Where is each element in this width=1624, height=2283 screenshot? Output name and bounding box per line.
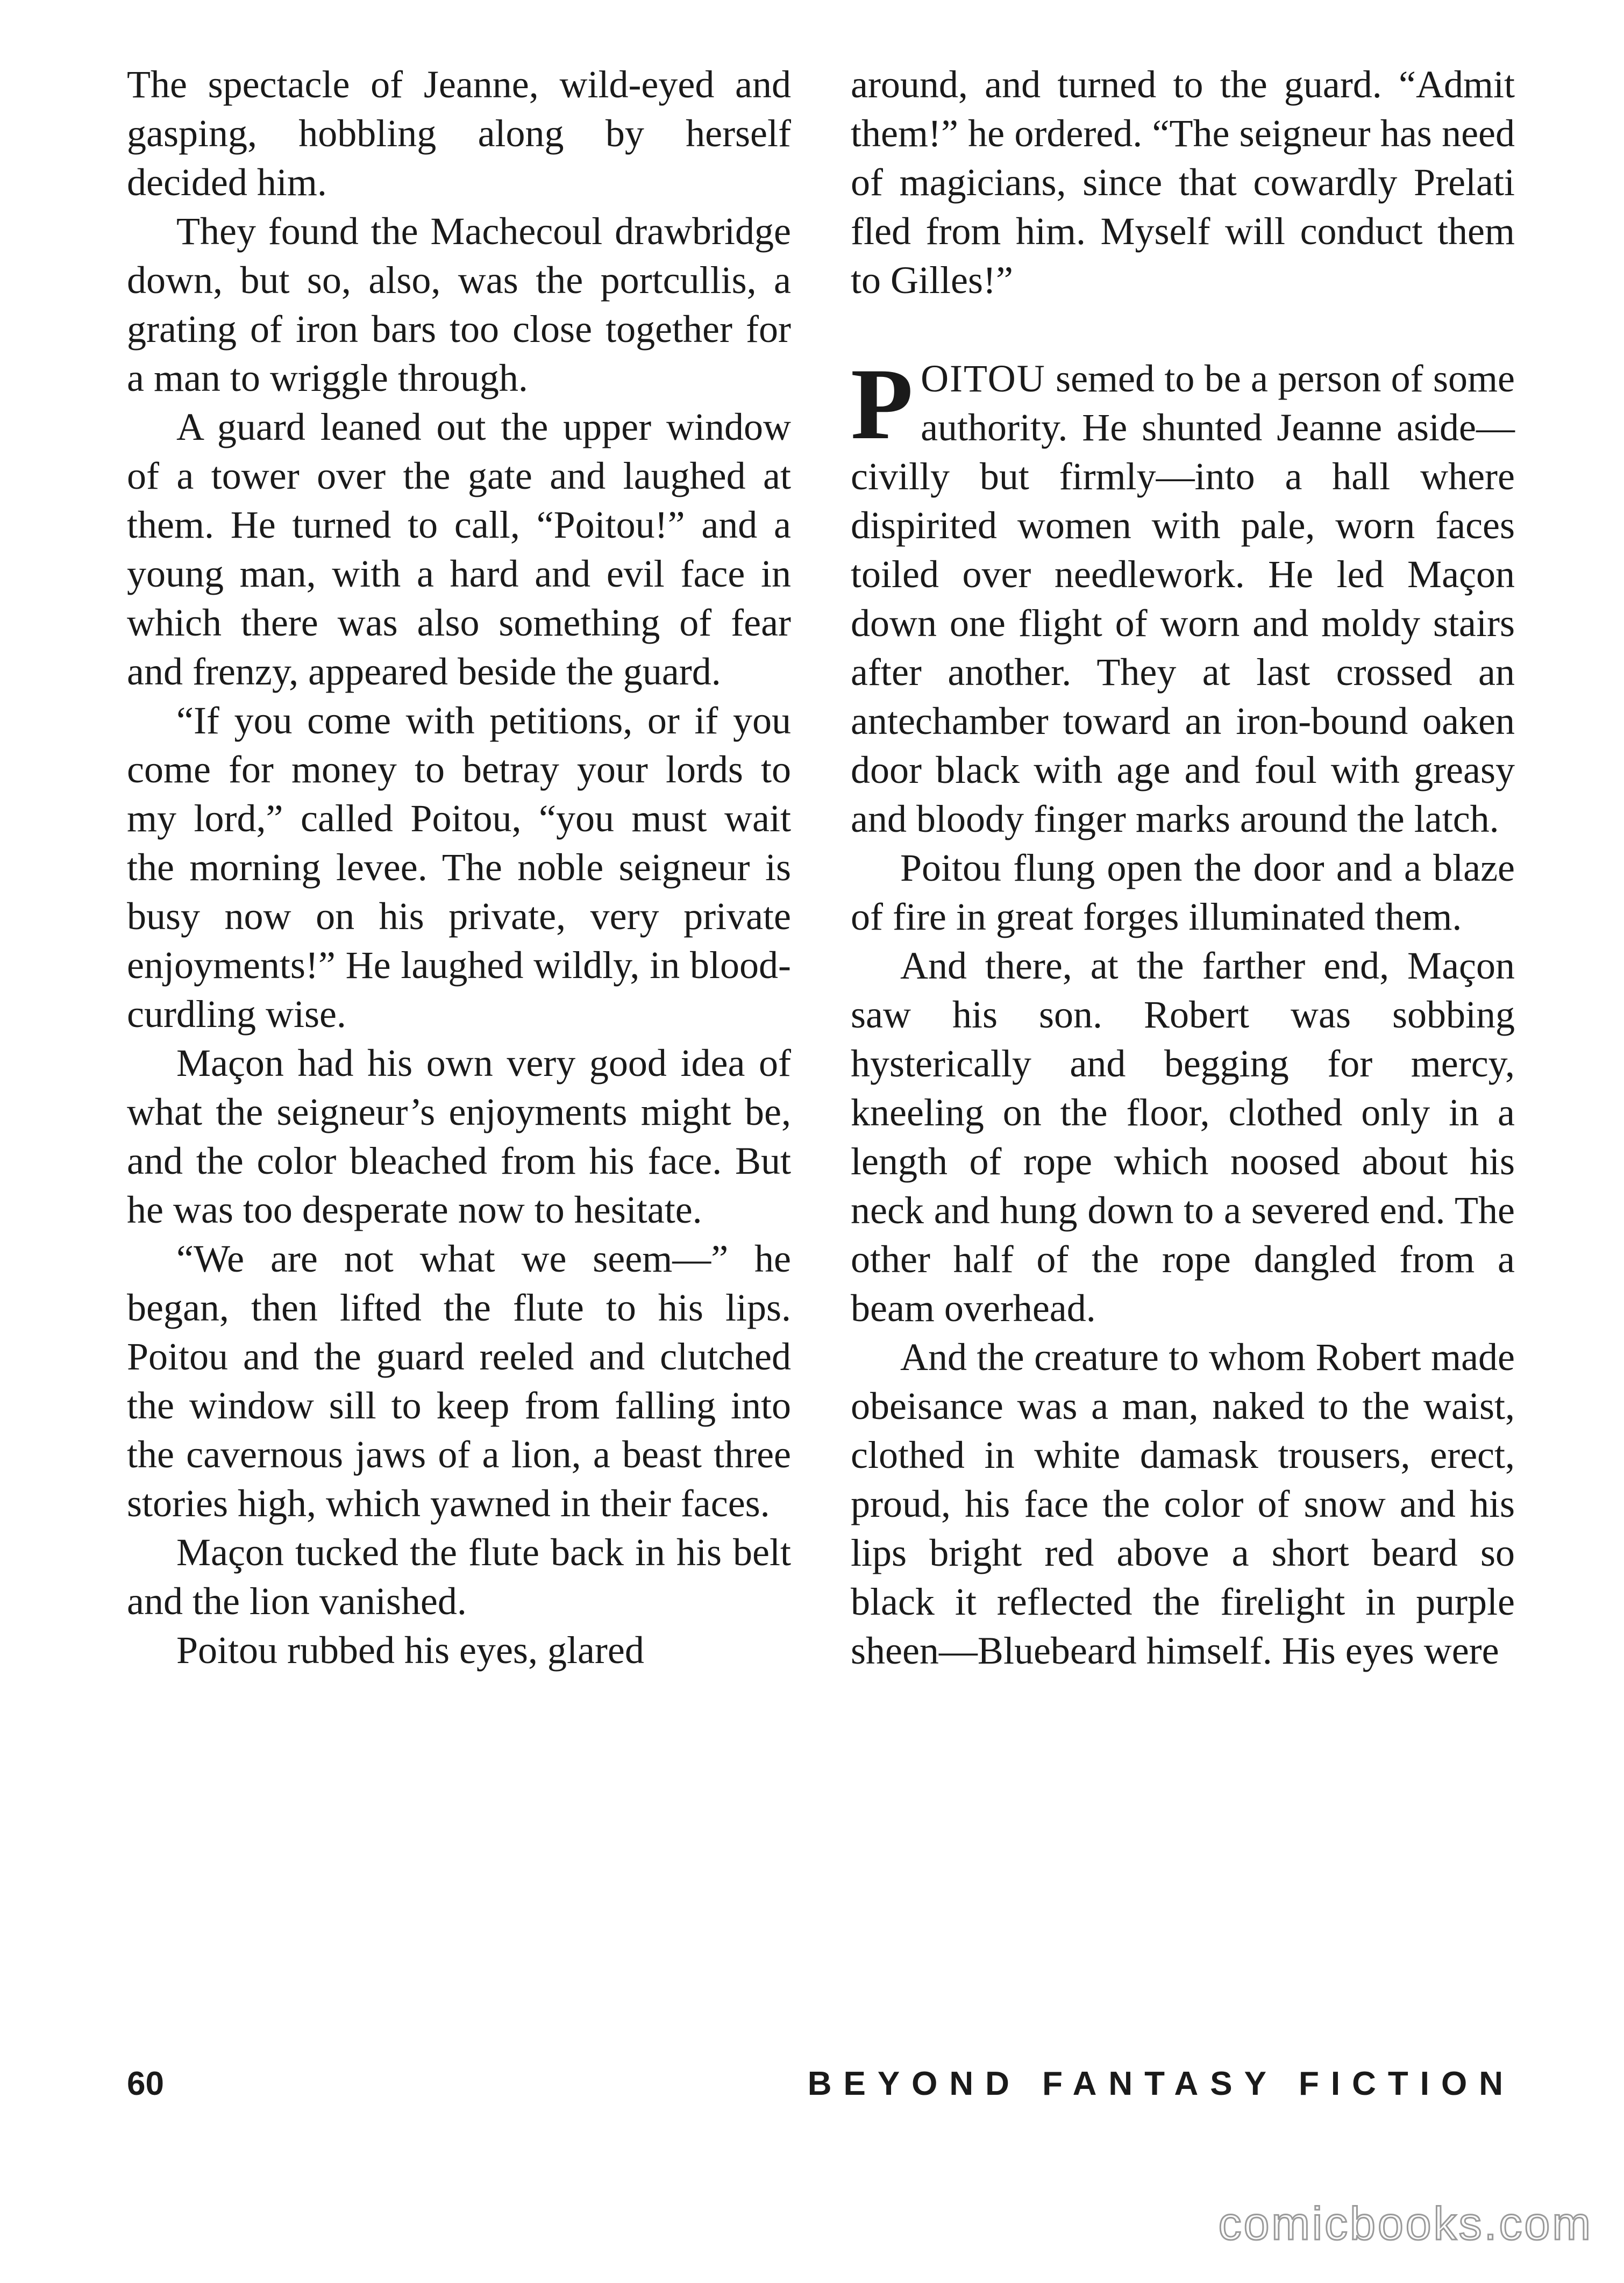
left-column <box>127 60 791 1675</box>
lead-in-caps: OITOU <box>921 357 1046 400</box>
paragraph: A guard leaned out the upper window of a tower over the gate and laughed at them. He turned to call, “Poitou!” and a young man, with a hard and evil face in which there was also something of fear and frenzy, appeared beside the guard. <box>127 405 791 693</box>
paragraph: “We are not what we seem—” he began, then lifted the flute to his lips. Poitou and the guard reeled and clutched the window sill to keep from falling into the cavernous jaws of a lion, a beast three stories high, which yawned in their faces. <box>127 1237 791 1525</box>
paragraph: Maçon tucked the flute back in his belt and the lion vanished. <box>127 1531 791 1623</box>
section-opening-paragraph <box>851 348 1515 844</box>
paragraph: Maçon had his own very good idea of what the seigneur’s enjoyments might be, and the color bleached from his face. But he was too desperate now to hesitate. <box>127 1041 791 1231</box>
paragraph: And the creature to whom Robert made obeisance was a man, naked to the waist, clothed in white damask trousers, erect, proud, his face the color of snow and his lips bright red above a short beard so black it reflected the firelight in purple sheen—Bluebeard himself. His eyes were <box>851 1336 1515 1672</box>
paragraph: And there, at the farther end, Maçon saw his son. Robert was sobbing hysterically and begging for mercy, kneeling on the floor, clothed only in a length of rope which noosed about his neck and hung down to a severed end. The other half of the rope dangled from a beam overhead. <box>851 944 1515 1330</box>
paragraph: They found the Machecoul drawbridge down, but so, also, was the portcullis, a grating of iron bars too close together for a man to wriggle through. <box>127 210 791 399</box>
drop-cap: P <box>851 348 914 461</box>
paragraph: The spectacle of Jeanne, wild-eyed and gasping, hobbling along by herself decided him. <box>127 63 791 204</box>
paragraph: Poitou flung open the door and a blaze of fire in great forges illuminated them. <box>851 846 1515 938</box>
running-title: BEYOND FANTASY FICTION <box>807 2065 1515 2102</box>
paragraph: Poitou rubbed his eyes, glared <box>176 1629 644 1672</box>
page-footer <box>127 2065 1515 2108</box>
lead-in-text: semed to be a person of some authority. He shunted Jeanne aside—civilly but firmly—into a hall where dispirited women with pale, worn faces toiled over needlework. He led Maçon down one flight of worn and moldy stairs after another. They at last crossed an antechamber toward an iron-bound oaken door black with age and foul with greasy and bloody finger marks around the latch. <box>851 357 1515 840</box>
right-column <box>851 60 1515 1675</box>
continuation-paragraph: around, and turned to the guard. “Admit them!” he ordered. “The seigneur has need of magicians, since that cowardly Prelati fled from him. Myself will conduct them to Gilles!” <box>851 63 1515 302</box>
page-number: 60 <box>127 2065 164 2102</box>
watermark: comicbooks.com <box>1218 2198 1593 2250</box>
paragraph: “If you come with petitions, or if you come for money to betray your lords to my lord,” called Poitou, “you must wait the morning levee. The noble seigneur is busy now on his private, very private enjoyments!” He laughed wildly, in blood-curdling wise. <box>127 699 791 1036</box>
